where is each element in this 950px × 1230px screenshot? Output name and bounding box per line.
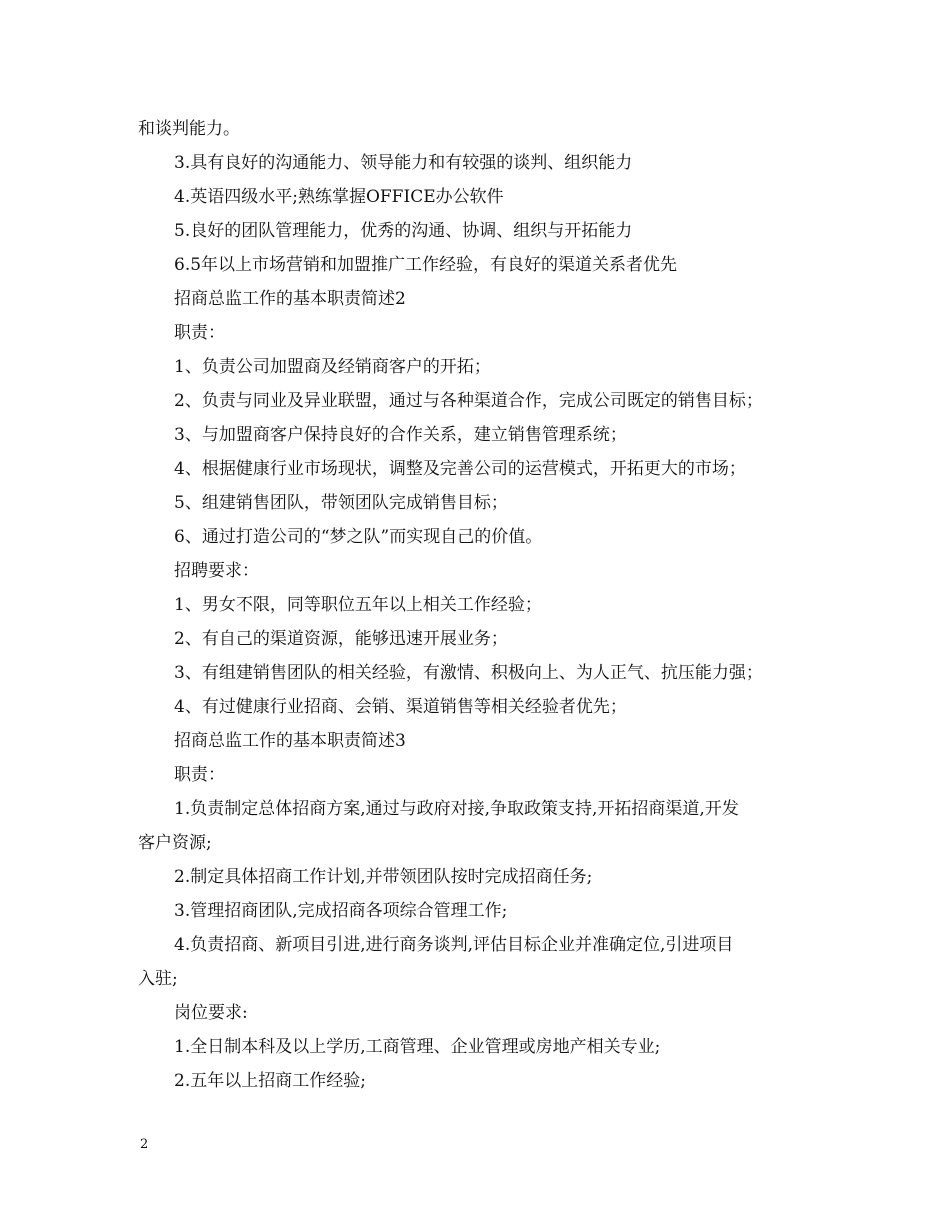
page-number: 2 (140, 1137, 149, 1152)
text-line: 3、有组建销售团队的相关经验，有激情、积极向上、为人正气、抗压能力强； (174, 663, 763, 683)
text-line: 1、负责公司加盟商及经销商客户的开拓； (174, 357, 491, 377)
text-line: 职责： (174, 323, 225, 343)
document-body (138, 112, 818, 1098)
text-line: 4、有过健康行业招商、会销、渠道销售等相关经验者优先； (174, 697, 627, 717)
text-line: 3、与加盟商客户保持良好的合作关系，建立销售管理系统； (174, 425, 627, 445)
text-line: 2、有自己的渠道资源，能够迅速开展业务； (174, 629, 508, 649)
text-line: 4.英语四级水平;熟练掌握OFFICE办公软件 (174, 187, 504, 207)
text-line: 6.5年以上市场营销和加盟推广工作经验，有良好的渠道关系者优先 (174, 255, 678, 275)
text-line: 5、组建销售团队，带领团队完成销售目标； (174, 493, 508, 513)
text-line: 2.制定具体招商工作计划,并带领团队按时完成招商任务; (174, 867, 593, 887)
text-line: 招聘要求： (174, 561, 259, 581)
text-line: 1.全日制本科及以上学历,工商管理、企业管理或房地产相关专业; (174, 1037, 661, 1057)
text-line: 2.五年以上招商工作经验; (174, 1071, 366, 1091)
text-line: 职责： (174, 765, 225, 785)
text-line: 4、根据健康行业市场现状，调整及完善公司的运营模式，开拓更大的市场； (174, 459, 746, 479)
text-line: 招商总监工作的基本职责简述3 (174, 731, 406, 751)
text-line: 6、通过打造公司的“梦之队”而实现自己的价值。 (174, 527, 543, 547)
text-line: 5.良好的团队管理能力，优秀的沟通、协调、组织与开拓能力 (174, 221, 633, 241)
text-line: 入驻; (138, 969, 178, 989)
text-line: 和谈判能力。 (138, 119, 240, 139)
text-line: 3.管理招商团队,完成招商各项综合管理工作; (174, 901, 508, 921)
text-line: 4.负责招商、新项目引进,进行商务谈判,评估目标企业并准确定位,引进项目 (174, 935, 734, 955)
text-line: 招商总监工作的基本职责简述2 (174, 289, 406, 309)
text-line: 2、负责与同业及异业联盟，通过与各种渠道合作，完成公司既定的销售目标； (174, 391, 763, 411)
text-line: 1.负责制定总体招商方案,通过与政府对接,争取政策支持,开拓招商渠道,开发 (174, 799, 739, 819)
text-line: 岗位要求: (174, 1003, 248, 1023)
text-line: 1、男女不限，同等职位五年以上相关工作经验； (174, 595, 542, 615)
text-line: 3.具有良好的沟通能力、领导能力和有较强的谈判、组织能力 (174, 153, 633, 173)
text-line: 客户资源; (138, 833, 212, 853)
